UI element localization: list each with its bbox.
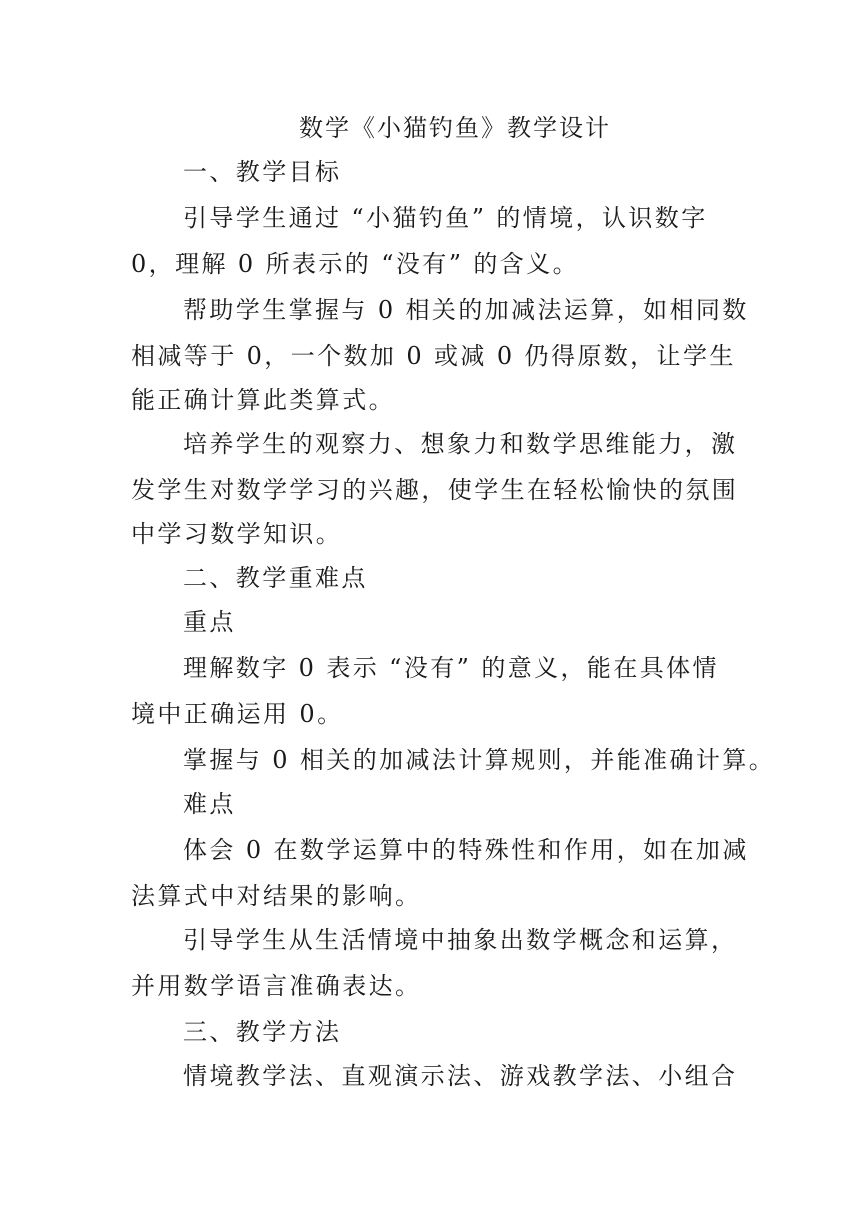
paragraph-line: 培养学生的观察力、想象力和数学思维能力，激 xyxy=(183,430,738,458)
paragraph-line: 境中正确运用 0。 xyxy=(131,700,344,728)
paragraph-line: 帮助学生掌握与 0 相关的加减法运算，如相同数 xyxy=(183,296,749,324)
paragraph-line: 发学生对数学学习的兴趣，使学生在轻松愉快的氛围 xyxy=(131,476,739,504)
paragraph-line: 相减等于 0，一个数加 0 或减 0 仍得原数，让学生 xyxy=(131,342,736,370)
paragraph-line: 并用数学语言准确表达。 xyxy=(131,972,422,1000)
paragraph-line: 0，理解 0 所表示的 “没有” 的含义。 xyxy=(131,250,579,278)
document-title: 数学《小猫钓鱼》教学设计 xyxy=(299,114,611,142)
paragraph-line: 引导学生从生活情境中抽象出数学概念和运算， xyxy=(183,926,738,954)
paragraph-line: 能正确计算此类算式。 xyxy=(131,386,395,414)
paragraph-line: 中学习数学知识。 xyxy=(131,520,343,548)
subheading-key: 重点 xyxy=(183,608,236,636)
section-heading-objectives: 一、教学目标 xyxy=(183,158,342,186)
paragraph-line: 法算式中对结果的影响。 xyxy=(131,882,422,910)
paragraph-line: 体会 0 在数学运算中的特殊性和作用，如在加减 xyxy=(183,836,749,864)
section-heading-methods: 三、教学方法 xyxy=(183,1018,342,1046)
section-heading-key-points: 二、教学重难点 xyxy=(183,564,368,592)
subheading-difficult: 难点 xyxy=(183,790,236,818)
paragraph-line: 情境教学法、直观演示法、游戏教学法、小组合 xyxy=(183,1062,738,1090)
paragraph-line: 掌握与 0 相关的加减法计算规则，并能准确计算。 xyxy=(183,746,776,774)
paragraph-line: 理解数字 0 表示 “没有” 的意义，能在具体情 xyxy=(183,654,719,682)
paragraph-line: 引导学生通过 “小猫钓鱼” 的情境，认识数字 xyxy=(183,204,708,232)
